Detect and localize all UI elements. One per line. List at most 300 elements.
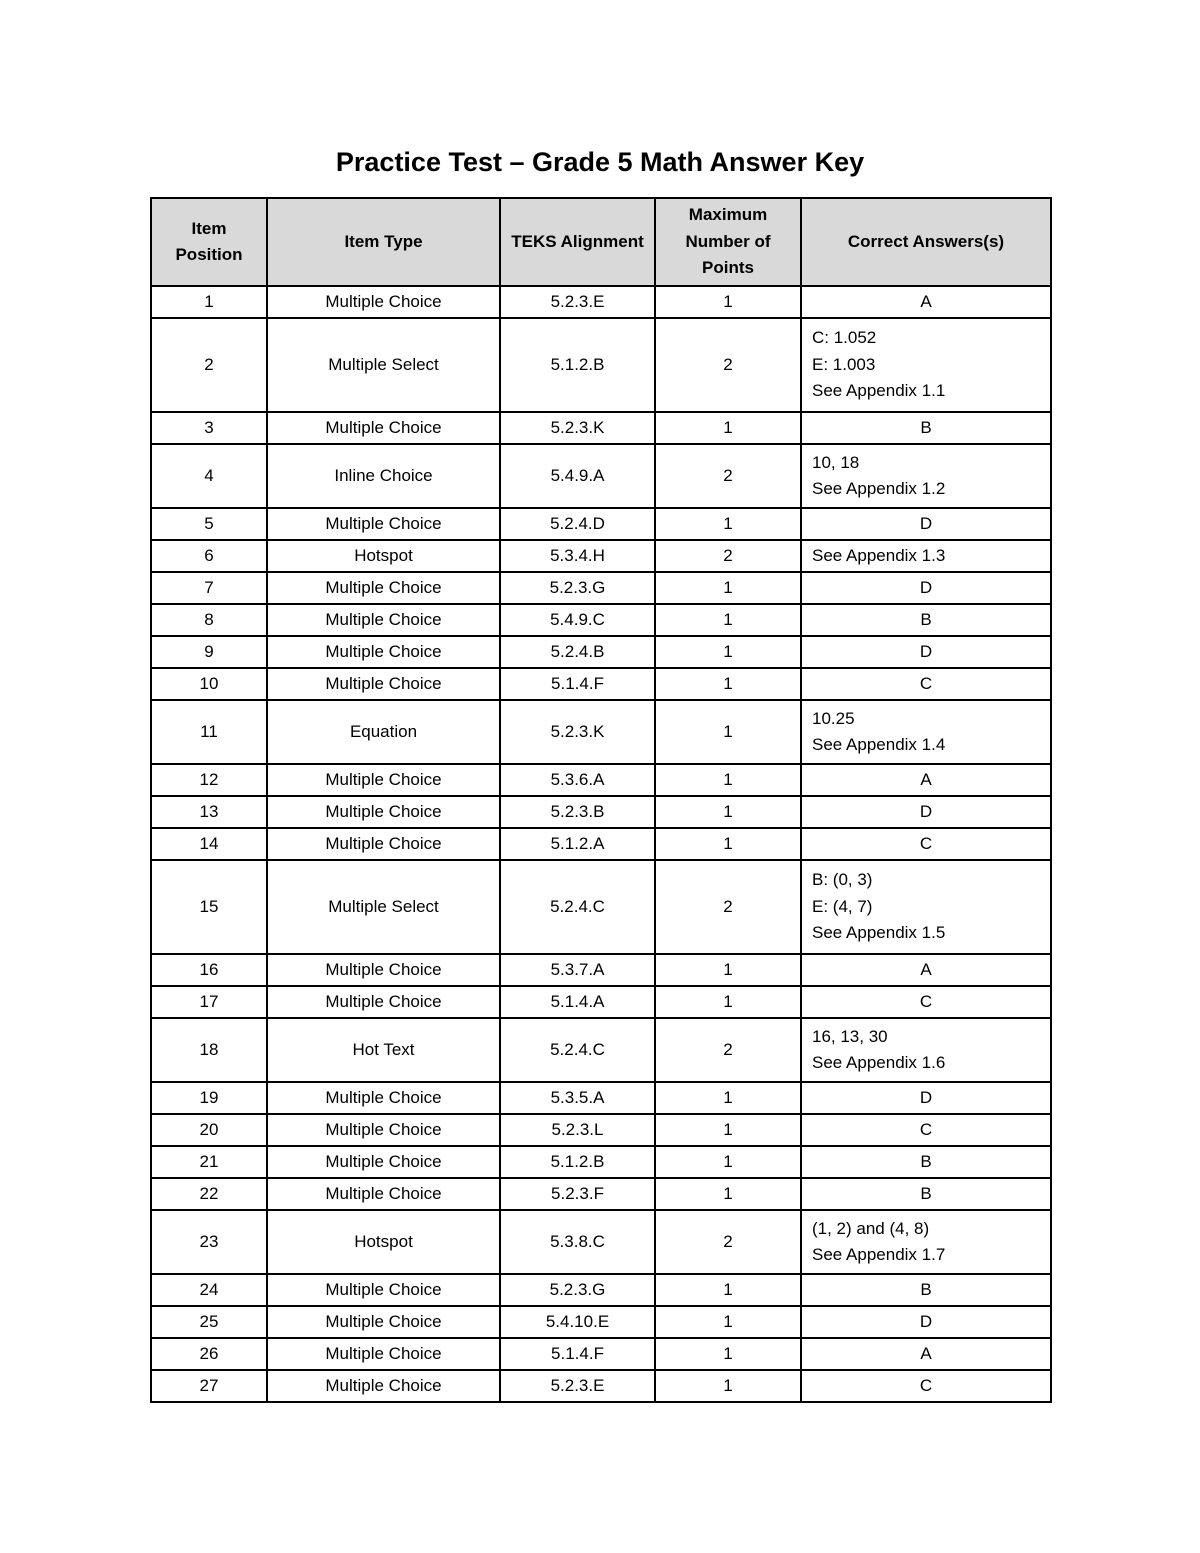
table-row <box>151 1210 1051 1274</box>
cell-max-points <box>655 1082 801 1114</box>
cell-item-type-text: Multiple Choice <box>325 1183 442 1203</box>
cell-teks-alignment <box>500 700 655 764</box>
cell-item-position <box>151 508 267 540</box>
cell-item-position-text: 21 <box>199 1151 219 1171</box>
cell-max-points-text: 1 <box>723 609 733 629</box>
cell-max-points <box>655 860 801 954</box>
cell-item-type <box>267 954 500 986</box>
table-row <box>151 540 1051 572</box>
cell-item-position-text: 20 <box>199 1119 219 1139</box>
header-correct-answers-label: Correct Answers(s) <box>847 231 1005 251</box>
table-row <box>151 572 1051 604</box>
cell-teks-alignment-text: 5.4.10.E <box>545 1311 610 1331</box>
cell-item-type <box>267 1114 500 1146</box>
cell-item-position <box>151 1306 267 1338</box>
cell-item-position <box>151 1178 267 1210</box>
answer-key-table <box>150 197 1052 1403</box>
cell-item-type <box>267 540 500 572</box>
cell-item-position <box>151 828 267 860</box>
table-row <box>151 1082 1051 1114</box>
cell-item-position <box>151 286 267 318</box>
cell-max-points-text: 1 <box>723 417 733 437</box>
cell-item-position-text: 19 <box>199 1087 219 1107</box>
answer-line: B <box>920 1183 932 1203</box>
cell-correct-answer <box>801 540 1051 572</box>
cell-max-points-text: 1 <box>723 959 733 979</box>
answer-line: See Appendix 1.4 <box>812 735 946 754</box>
cell-item-position <box>151 954 267 986</box>
header-teks-line-1: TEKS <box>511 231 557 251</box>
cell-item-position-text: 13 <box>199 801 219 821</box>
table-row <box>151 700 1051 764</box>
cell-max-points <box>655 796 801 828</box>
cell-max-points-text: 1 <box>723 991 733 1011</box>
cell-max-points <box>655 636 801 668</box>
answer-line: D <box>919 513 933 533</box>
cell-item-type-text: Multiple Choice <box>325 833 442 853</box>
cell-correct-answer <box>801 1210 1051 1274</box>
cell-item-type <box>267 444 500 508</box>
cell-correct-answer <box>801 412 1051 444</box>
cell-teks-alignment-text: 5.2.4.C <box>550 1039 605 1059</box>
table-row <box>151 604 1051 636</box>
cell-correct-answer <box>801 1274 1051 1306</box>
cell-max-points <box>655 828 801 860</box>
answer-line: D <box>919 1311 933 1331</box>
header-points-line-2: Number of <box>685 231 771 251</box>
answer-line: See Appendix 1.6 <box>812 1053 946 1072</box>
cell-item-type-text: Multiple Choice <box>325 801 442 821</box>
answer-line: C: 1.052 <box>812 328 877 348</box>
cell-correct-answer <box>801 1146 1051 1178</box>
cell-item-position-text: 14 <box>199 833 219 853</box>
answer-line: See Appendix 1.5 <box>812 923 946 943</box>
table-row <box>151 954 1051 986</box>
cell-max-points <box>655 764 801 796</box>
cell-item-type-text: Multiple Choice <box>325 1279 442 1299</box>
cell-item-position <box>151 1274 267 1306</box>
cell-teks-alignment <box>500 1114 655 1146</box>
cell-item-position-text: 4 <box>204 465 214 485</box>
answer-line: C <box>919 833 933 853</box>
cell-item-type-text: Multiple Choice <box>325 641 442 661</box>
cell-item-type <box>267 1210 500 1274</box>
table-row <box>151 1338 1051 1370</box>
cell-item-type <box>267 1082 500 1114</box>
cell-item-type-text: Multiple Choice <box>325 1119 442 1139</box>
answer-line: B <box>920 609 932 629</box>
cell-max-points-text: 1 <box>723 1311 733 1331</box>
table-row <box>151 796 1051 828</box>
answer-line: See Appendix 1.1 <box>812 381 946 401</box>
header-points-line-3: Points <box>702 258 754 278</box>
cell-max-points <box>655 412 801 444</box>
page-title: Practice Test – Grade 5 Math Answer Key <box>335 147 865 177</box>
cell-correct-answer <box>801 1114 1051 1146</box>
cell-teks-alignment <box>500 444 655 508</box>
cell-max-points-text: 1 <box>723 1151 733 1171</box>
cell-teks-alignment <box>500 1018 655 1082</box>
cell-teks-alignment-text: 5.2.3.E <box>550 291 605 311</box>
cell-teks-alignment <box>500 668 655 700</box>
cell-item-position-text: 27 <box>199 1375 219 1395</box>
cell-item-position-text: 3 <box>204 417 214 437</box>
cell-item-position <box>151 1114 267 1146</box>
answer-line: See Appendix 1.3 <box>812 545 946 565</box>
cell-item-position <box>151 986 267 1018</box>
cell-teks-alignment-text: 5.2.4.D <box>550 513 605 533</box>
table-row <box>151 1114 1051 1146</box>
cell-correct-answer <box>801 508 1051 540</box>
cell-correct-answer <box>801 828 1051 860</box>
answer-line: D <box>919 1087 933 1107</box>
cell-correct-answer <box>801 796 1051 828</box>
cell-item-type-text: Hotspot <box>354 545 413 565</box>
table-row <box>151 1274 1051 1306</box>
cell-item-position <box>151 796 267 828</box>
cell-correct-answer <box>801 860 1051 954</box>
cell-max-points-text: 1 <box>723 1183 733 1203</box>
cell-item-type-text: Multiple Choice <box>325 959 442 979</box>
cell-max-points-text: 1 <box>723 721 733 741</box>
header-item-type <box>267 198 500 286</box>
answer-line: 16, 13, 30 <box>812 1026 888 1046</box>
cell-item-position-text: 1 <box>204 291 214 311</box>
cell-item-position-text: 2 <box>204 354 214 374</box>
cell-max-points-text: 2 <box>723 465 733 485</box>
cell-item-position <box>151 636 267 668</box>
cell-correct-answer <box>801 1178 1051 1210</box>
cell-teks-alignment <box>500 508 655 540</box>
cell-item-position-text: 17 <box>199 991 219 1011</box>
cell-teks-alignment-text: 5.2.3.L <box>551 1119 604 1139</box>
table-row <box>151 636 1051 668</box>
cell-item-type-text: Multiple Select <box>328 896 439 916</box>
cell-item-position-text: 5 <box>204 513 214 533</box>
cell-item-position-text: 23 <box>199 1231 219 1251</box>
cell-item-position-text: 24 <box>199 1279 219 1299</box>
cell-item-position <box>151 1210 267 1274</box>
answer-line: 10, 18 <box>812 452 860 472</box>
cell-item-position-text: 25 <box>199 1311 219 1331</box>
cell-max-points <box>655 1146 801 1178</box>
cell-item-position <box>151 1082 267 1114</box>
cell-max-points-text: 1 <box>723 1279 733 1299</box>
cell-max-points <box>655 1210 801 1274</box>
answer-line: B: (0, 3) <box>812 870 873 890</box>
cell-correct-answer <box>801 668 1051 700</box>
cell-max-points-text: 1 <box>723 1119 733 1139</box>
cell-item-position-text: 15 <box>199 896 219 916</box>
cell-teks-alignment-text: 5.2.3.G <box>549 577 606 597</box>
cell-item-position <box>151 444 267 508</box>
cell-item-position <box>151 860 267 954</box>
cell-max-points <box>655 444 801 508</box>
cell-teks-alignment-text: 5.2.4.B <box>550 641 605 661</box>
cell-teks-alignment <box>500 412 655 444</box>
cell-teks-alignment-text: 5.2.3.K <box>550 721 605 741</box>
cell-max-points <box>655 1274 801 1306</box>
cell-item-type-text: Multiple Choice <box>325 1151 442 1171</box>
table-header <box>151 198 1051 286</box>
cell-item-type-text: Multiple Choice <box>325 417 442 437</box>
header-correct-answers <box>801 198 1051 286</box>
table-row <box>151 318 1051 412</box>
answer-line: E: (4, 7) <box>812 896 873 916</box>
cell-teks-alignment <box>500 860 655 954</box>
cell-max-points <box>655 508 801 540</box>
cell-item-type <box>267 572 500 604</box>
cell-max-points <box>655 668 801 700</box>
cell-correct-answer <box>801 636 1051 668</box>
cell-max-points <box>655 540 801 572</box>
answer-line: A <box>920 959 932 979</box>
answer-line: B <box>920 417 932 437</box>
table-row <box>151 668 1051 700</box>
table-body <box>151 286 1051 1402</box>
table-row <box>151 1306 1051 1338</box>
cell-correct-answer <box>801 572 1051 604</box>
cell-teks-alignment-text: 5.2.3.B <box>550 801 605 821</box>
table-row <box>151 444 1051 508</box>
cell-item-position <box>151 1338 267 1370</box>
answer-line: D <box>919 641 933 661</box>
cell-item-type <box>267 508 500 540</box>
cell-item-type <box>267 1018 500 1082</box>
cell-teks-alignment <box>500 1274 655 1306</box>
cell-max-points-text: 1 <box>723 291 733 311</box>
cell-correct-answer <box>801 444 1051 508</box>
cell-max-points-text: 2 <box>723 1231 733 1251</box>
cell-max-points-text: 2 <box>723 545 733 565</box>
cell-item-position-text: 26 <box>199 1343 219 1363</box>
cell-max-points <box>655 700 801 764</box>
cell-teks-alignment-text: 5.2.3.F <box>551 1183 604 1203</box>
table-row <box>151 1018 1051 1082</box>
cell-item-type <box>267 636 500 668</box>
cell-teks-alignment-text: 5.4.9.C <box>550 609 605 629</box>
cell-teks-alignment-text: 5.1.2.B <box>550 354 605 374</box>
cell-item-position <box>151 540 267 572</box>
cell-item-position-text: 8 <box>204 609 214 629</box>
answer-line: C <box>919 991 933 1011</box>
cell-item-type-text: Multiple Choice <box>325 513 442 533</box>
cell-item-type-text: Multiple Choice <box>325 577 442 597</box>
cell-teks-alignment <box>500 540 655 572</box>
cell-max-points <box>655 1018 801 1082</box>
header-teks-line-2: Alignment <box>560 231 644 251</box>
answer-line: B <box>920 1151 932 1171</box>
cell-item-position-text: 6 <box>204 545 214 565</box>
cell-item-type-text: Multiple Choice <box>325 1311 442 1331</box>
cell-item-type <box>267 1146 500 1178</box>
table-row <box>151 286 1051 318</box>
cell-teks-alignment <box>500 764 655 796</box>
answer-line: C <box>919 673 933 693</box>
table-row <box>151 828 1051 860</box>
cell-item-type-text: Equation <box>349 721 418 741</box>
cell-item-position-text: 10 <box>199 673 219 693</box>
cell-teks-alignment <box>500 1370 655 1402</box>
cell-max-points <box>655 318 801 412</box>
cell-correct-answer <box>801 318 1051 412</box>
header-item-type-label: Item Type <box>344 231 423 251</box>
cell-teks-alignment-text: 5.1.4.F <box>551 1343 604 1363</box>
header-item-position-line-1: Item <box>191 218 227 238</box>
cell-max-points-text: 1 <box>723 1343 733 1363</box>
answer-line: D <box>919 577 933 597</box>
cell-item-position <box>151 1370 267 1402</box>
cell-item-type-text: Multiple Choice <box>325 1375 442 1395</box>
cell-max-points-text: 1 <box>723 769 733 789</box>
cell-correct-answer <box>801 1082 1051 1114</box>
cell-teks-alignment <box>500 318 655 412</box>
cell-item-type <box>267 412 500 444</box>
cell-teks-alignment-text: 5.1.4.F <box>551 673 604 693</box>
cell-max-points-text: 2 <box>723 354 733 374</box>
cell-item-type <box>267 860 500 954</box>
cell-item-position-text: 11 <box>200 721 218 741</box>
table-row <box>151 764 1051 796</box>
cell-item-type <box>267 1306 500 1338</box>
answer-line: (1, 2) and (4, 8) <box>812 1218 930 1238</box>
cell-max-points-text: 2 <box>723 896 733 916</box>
cell-item-position <box>151 572 267 604</box>
answer-line: A <box>920 291 932 311</box>
cell-teks-alignment <box>500 1178 655 1210</box>
cell-max-points <box>655 286 801 318</box>
cell-correct-answer <box>801 604 1051 636</box>
cell-item-type-text: Inline Choice <box>334 465 433 485</box>
table-row <box>151 1370 1051 1402</box>
cell-item-position <box>151 412 267 444</box>
cell-item-position-text: 9 <box>204 641 214 661</box>
header-max-points <box>655 198 801 286</box>
cell-item-type <box>267 1370 500 1402</box>
cell-max-points-text: 1 <box>723 673 733 693</box>
answer-line: B <box>920 1279 932 1299</box>
cell-item-position-text: 7 <box>204 577 214 597</box>
cell-teks-alignment <box>500 1210 655 1274</box>
cell-item-position <box>151 1018 267 1082</box>
cell-teks-alignment <box>500 828 655 860</box>
answer-line: A <box>920 1343 932 1363</box>
cell-item-position-text: 18 <box>199 1039 219 1059</box>
table-row <box>151 508 1051 540</box>
cell-correct-answer <box>801 764 1051 796</box>
cell-max-points <box>655 572 801 604</box>
cell-max-points <box>655 1306 801 1338</box>
cell-item-type-text: Multiple Choice <box>325 1087 442 1107</box>
answer-line: A <box>920 769 932 789</box>
cell-teks-alignment <box>500 796 655 828</box>
answer-line: D <box>919 801 933 821</box>
cell-max-points-text: 1 <box>723 801 733 821</box>
table-row <box>151 412 1051 444</box>
cell-max-points <box>655 1338 801 1370</box>
cell-item-type-text: Hotspot <box>354 1231 413 1251</box>
cell-item-type-text: Multiple Choice <box>325 769 442 789</box>
answer-line: See Appendix 1.7 <box>812 1245 946 1264</box>
cell-teks-alignment-text: 5.3.5.A <box>550 1087 605 1107</box>
cell-correct-answer <box>801 286 1051 318</box>
cell-item-type <box>267 1178 500 1210</box>
cell-max-points <box>655 986 801 1018</box>
cell-teks-alignment <box>500 986 655 1018</box>
cell-item-position <box>151 700 267 764</box>
cell-teks-alignment-text: 5.3.6.A <box>550 769 605 789</box>
cell-max-points <box>655 604 801 636</box>
cell-teks-alignment <box>500 954 655 986</box>
cell-max-points <box>655 954 801 986</box>
cell-item-type <box>267 318 500 412</box>
table-row <box>151 860 1051 954</box>
cell-item-type <box>267 604 500 636</box>
cell-max-points-text: 1 <box>723 1375 733 1395</box>
cell-teks-alignment <box>500 1082 655 1114</box>
cell-correct-answer <box>801 700 1051 764</box>
table-row <box>151 986 1051 1018</box>
answer-line: E: 1.003 <box>812 354 876 374</box>
cell-max-points-text: 2 <box>723 1039 733 1059</box>
cell-item-position <box>151 604 267 636</box>
cell-teks-alignment-text: 5.3.8.C <box>550 1231 605 1251</box>
cell-item-type <box>267 986 500 1018</box>
cell-max-points <box>655 1114 801 1146</box>
cell-item-type-text: Multiple Choice <box>325 609 442 629</box>
cell-correct-answer <box>801 954 1051 986</box>
cell-item-type-text: Hot Text <box>352 1039 415 1059</box>
answer-line: C <box>919 1119 933 1139</box>
cell-teks-alignment-text: 5.2.4.C <box>550 896 605 916</box>
cell-max-points-text: 1 <box>723 833 733 853</box>
cell-correct-answer <box>801 1370 1051 1402</box>
cell-item-type-text: Multiple Choice <box>325 991 442 1011</box>
cell-teks-alignment <box>500 572 655 604</box>
cell-item-type-text: Multiple Choice <box>325 673 442 693</box>
table-row <box>151 1146 1051 1178</box>
cell-item-type <box>267 828 500 860</box>
cell-max-points <box>655 1370 801 1402</box>
cell-item-position <box>151 318 267 412</box>
cell-item-type-text: Multiple Select <box>328 354 439 374</box>
answer-line: 10.25 <box>812 708 855 728</box>
header-teks-alignment <box>500 198 655 286</box>
table-row <box>151 1178 1051 1210</box>
cell-item-position <box>151 668 267 700</box>
cell-item-position <box>151 1146 267 1178</box>
cell-correct-answer <box>801 1338 1051 1370</box>
cell-item-type-text: Multiple Choice <box>325 1343 442 1363</box>
cell-max-points-text: 1 <box>723 641 733 661</box>
cell-max-points-text: 1 <box>723 513 733 533</box>
cell-item-type <box>267 286 500 318</box>
cell-item-position-text: 22 <box>199 1183 219 1203</box>
cell-correct-answer <box>801 1018 1051 1082</box>
cell-teks-alignment <box>500 636 655 668</box>
cell-teks-alignment <box>500 286 655 318</box>
cell-teks-alignment-text: 5.2.3.E <box>550 1375 605 1395</box>
cell-teks-alignment-text: 5.1.4.A <box>550 991 605 1011</box>
cell-teks-alignment <box>500 1146 655 1178</box>
cell-teks-alignment-text: 5.4.9.A <box>550 465 605 485</box>
answer-line: C <box>919 1375 933 1395</box>
cell-item-position-text: 16 <box>199 959 219 979</box>
cell-teks-alignment-text: 5.3.4.H <box>550 545 605 565</box>
answer-line: See Appendix 1.2 <box>812 479 946 498</box>
cell-teks-alignment <box>500 1306 655 1338</box>
cell-teks-alignment <box>500 604 655 636</box>
